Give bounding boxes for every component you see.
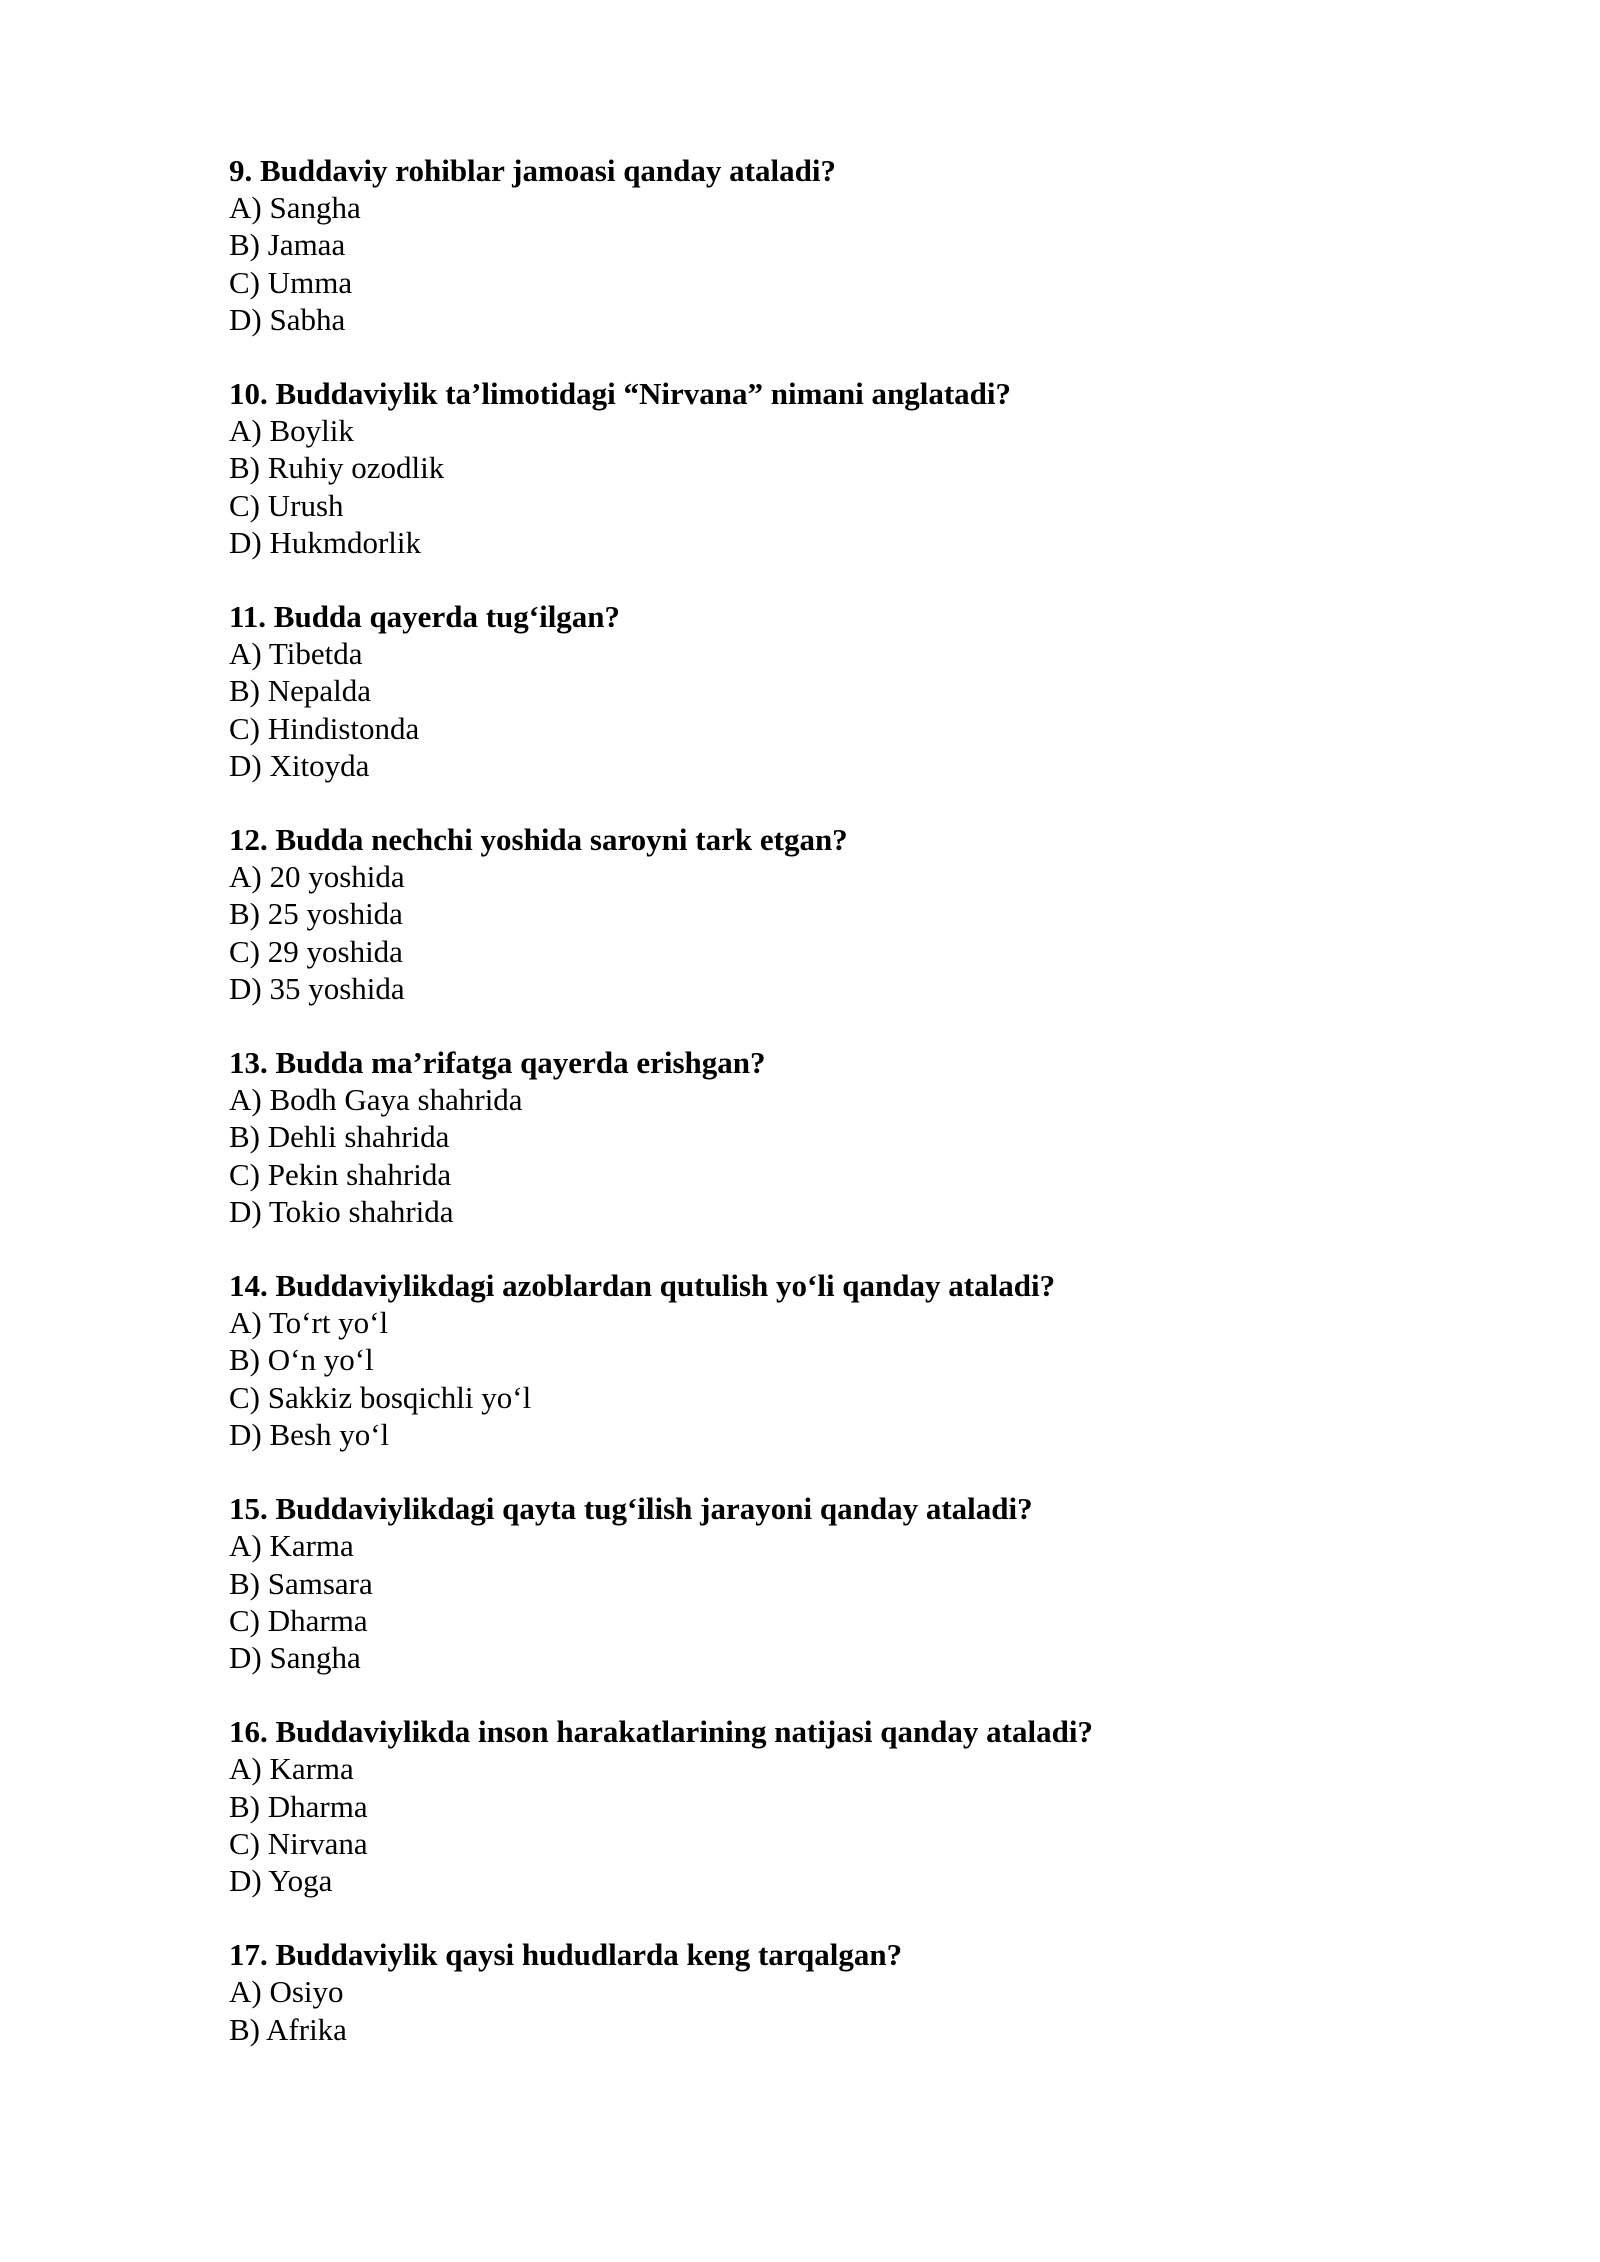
option-c: C) Umma (229, 264, 353, 300)
option-a: A) Boylik (229, 413, 354, 449)
question-text: 11. Budda qayerda tug‘ilgan? (229, 599, 621, 635)
option-c: C) 29 yoshida (229, 933, 403, 969)
option-d: D) Sabha (229, 301, 346, 337)
question-9 (229, 152, 1429, 338)
option-b: B) Afrika (229, 2011, 347, 2047)
question-text: 9. Buddaviy rohiblar jamoasi qanday ataladi? (229, 153, 836, 188)
question-text: 10. Buddaviylik ta’limotidagi “Nirvana” nimani anglatadi? (229, 376, 1012, 412)
option-d: D) Yoga (229, 1862, 333, 1898)
option-b: B) O‘n yo‘l (229, 1342, 374, 1378)
question-text: 17. Buddaviylik qaysi hududlarda keng tarqalgan? (229, 1937, 903, 1973)
question-13 (229, 1044, 1429, 1230)
option-c: C) Urush (229, 487, 344, 523)
question-14 (229, 1267, 1429, 1453)
option-a: A) Tibetda (229, 636, 363, 672)
question-10 (229, 375, 1429, 561)
option-c: C) Hindistonda (229, 710, 420, 746)
option-a: A) Bodh Gaya shahrida (229, 1082, 523, 1118)
option-b: B) Samsara (229, 1565, 373, 1601)
option-c: C) Sakkiz bosqichli yo‘l (229, 1379, 532, 1415)
option-d: D) Xitoyda (229, 747, 370, 783)
option-c: C) Pekin shahrida (229, 1156, 452, 1192)
question-text: 13. Budda ma’rifatga qayerda erishgan? (229, 1045, 766, 1081)
option-d: D) Besh yo‘l (229, 1416, 390, 1452)
option-a: A) Karma (229, 1528, 354, 1564)
question-11 (229, 598, 1429, 784)
option-a: A) Osiyo (229, 1974, 344, 2010)
question-16 (229, 1713, 1429, 1899)
option-d: D) 35 yoshida (229, 970, 405, 1006)
option-a: A) 20 yoshida (229, 859, 405, 895)
option-d: D) Sangha (229, 1639, 361, 1675)
option-c: C) Nirvana (229, 1825, 368, 1861)
option-b: B) Dehli shahrida (229, 1119, 450, 1155)
option-b: B) Jamaa (229, 227, 346, 263)
option-b: B) Nepalda (229, 673, 372, 709)
question-text: 12. Budda nechchi yoshida saroyni tark etgan? (229, 822, 848, 858)
option-a: A) Karma (229, 1751, 354, 1787)
option-b: B) Dharma (229, 1788, 368, 1824)
option-a: A) To‘rt yo‘l (229, 1305, 389, 1341)
option-a: A) Sangha (229, 190, 361, 226)
option-d: D) Hukmdorlik (229, 524, 422, 560)
question-text: 15. Buddaviylikdagi qayta tug‘ilish jarayoni qanday ataladi? (229, 1491, 1033, 1527)
option-c: C) Dharma (229, 1602, 368, 1638)
option-b: B) 25 yoshida (229, 896, 403, 932)
question-text: 14. Buddaviylikdagi azoblardan qutulish yo‘li qanday ataladi? (229, 1268, 1056, 1304)
option-d: D) Tokio shahrida (229, 1193, 454, 1229)
question-12 (229, 821, 1429, 1007)
option-b: B) Ruhiy ozodlik (229, 450, 445, 486)
question-text: 16. Buddaviylikda inson harakatlarining natijasi qanday ataladi? (229, 1714, 1093, 1750)
question-17 (229, 1936, 1429, 2048)
question-list (229, 152, 1429, 2085)
question-15 (229, 1490, 1429, 1676)
